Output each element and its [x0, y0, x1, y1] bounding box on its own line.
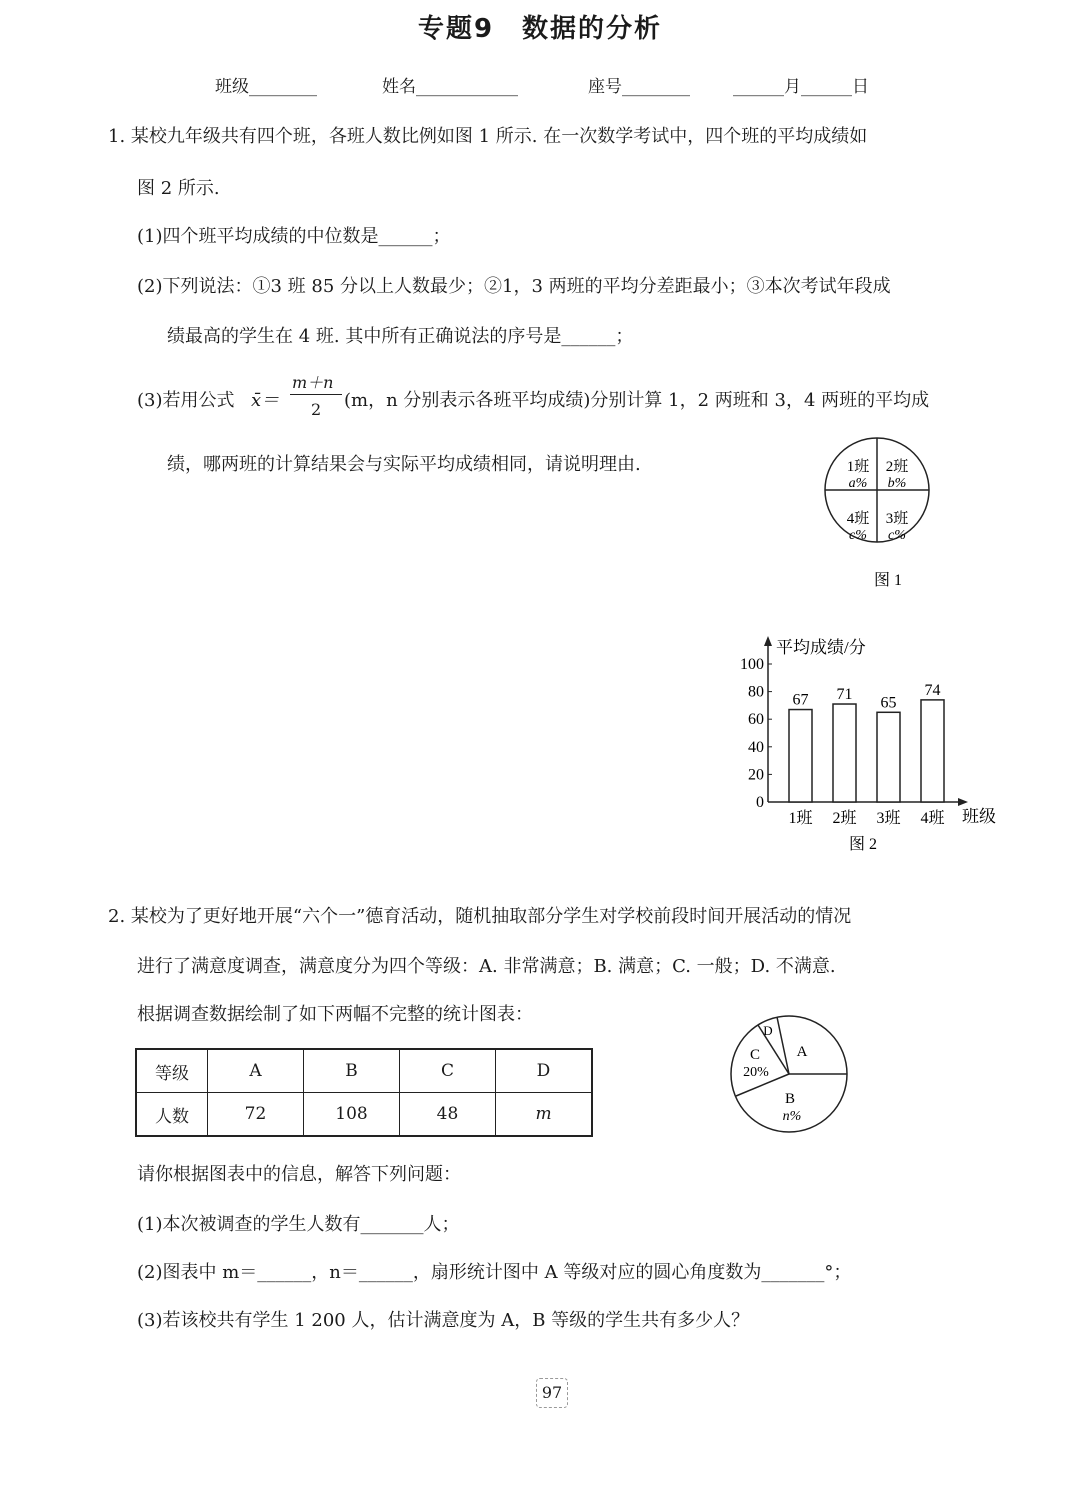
- y-axis-label: 平均成绩/分: [776, 638, 866, 657]
- figure1-caption: 图 1: [873, 572, 903, 589]
- x-tick-label: 1班: [788, 810, 813, 827]
- pie-value-class3: c%: [888, 528, 906, 543]
- bar-value-label: 67: [792, 691, 809, 709]
- pie-label-class3: 3班: [885, 511, 909, 527]
- bar-value-label: 71: [836, 686, 853, 704]
- q1-part3b: 绩，哪两班的计算结果会与实际平均成绩相同，请说明理由.: [167, 454, 641, 475]
- page-number: 97: [536, 1378, 568, 1408]
- q2-part3: (3)若该校共有学生 1 200 人，估计满意度为 A，B 等级的学生共有多少人？: [137, 1310, 750, 1331]
- bar: [921, 700, 944, 802]
- class-field: 班级________: [215, 77, 317, 97]
- pie2-label-c: C: [749, 1047, 761, 1063]
- pie-label-class4: 4班: [846, 511, 870, 527]
- x-axis-arrow: [958, 798, 968, 806]
- y-tick-label: 80: [748, 683, 764, 701]
- q1-part3-suffix: (m，n 分别表示各班平均成绩)分别计算 1，2 两班和 3，4 两班的平均成: [344, 390, 930, 411]
- bar: [833, 704, 856, 802]
- table-row: [136, 1093, 592, 1137]
- table-cell: m: [496, 1093, 593, 1137]
- table-cell: A: [208, 1049, 304, 1093]
- fraction-bar: [290, 394, 342, 395]
- q2-line3: 根据调查数据绘制了如下两幅不完整的统计图表：: [137, 1004, 533, 1025]
- pie-value-class4: c%: [849, 528, 867, 543]
- page-title: 专题9 数据的分析: [417, 14, 663, 44]
- table-cell: D: [496, 1049, 593, 1093]
- table-cell: C: [400, 1049, 496, 1093]
- y-tick-label: 40: [748, 738, 764, 756]
- q1-line1: 1. 某校九年级共有四个班，各班人数比例如图 1 所示. 在一次数学考试中，四个班的平均成绩如: [108, 126, 868, 147]
- formula-lhs: x̄＝: [251, 390, 280, 411]
- q2-part1: (1)本次被调查的学生人数有_______人；: [137, 1214, 460, 1235]
- date-field: ______月______日: [733, 77, 869, 97]
- seat-field: 座号________: [588, 77, 690, 97]
- pie2-label-d: D: [763, 1023, 773, 1038]
- figure1-pie: [820, 435, 950, 595]
- pie2-label-a: A: [796, 1044, 808, 1060]
- pie-label-class1: 1班: [846, 459, 870, 475]
- y-tick-label: 60: [748, 711, 764, 729]
- pie-value-class1: a%: [848, 476, 868, 491]
- table-cell: 48: [400, 1093, 496, 1137]
- bar: [877, 712, 900, 802]
- formula-numerator: m＋n: [292, 373, 334, 392]
- figure2-bar-chart: [730, 630, 1030, 860]
- pie2-label-b: B: [784, 1091, 796, 1107]
- figure2-caption: 图 2: [848, 836, 878, 853]
- q1-part1: (1)四个班平均成绩的中位数是______；: [137, 226, 451, 247]
- formula-denominator: 2: [311, 400, 322, 419]
- q2-pie-chart: [725, 1010, 855, 1140]
- q2-ask: 请你根据图表中的信息，解答下列问题：: [137, 1164, 461, 1185]
- table-cell: 人数: [136, 1093, 208, 1137]
- q1-line2: 图 2 所示.: [137, 178, 220, 199]
- y-tick-label: 20: [748, 766, 764, 784]
- y-axis-arrow: [764, 636, 772, 646]
- bar: [789, 710, 812, 802]
- table-cell: 72: [208, 1093, 304, 1137]
- q2-line1: 2. 某校为了更好地开展“六个一”德育活动，随机抽取部分学生对学校前段时间开展活动的情况: [108, 906, 852, 927]
- pie2-value-c: 20%: [743, 1065, 769, 1080]
- name-field: 姓名____________: [382, 77, 518, 97]
- pie2-value-b: n%: [782, 1109, 802, 1124]
- table-cell: 108: [304, 1093, 400, 1137]
- grade-table: [135, 1048, 593, 1137]
- y-tick-label: 100: [740, 656, 764, 673]
- x-tick-label: 2班: [832, 810, 857, 827]
- bar-value-label: 74: [924, 681, 941, 699]
- pie-label-class2: 2班: [885, 459, 909, 475]
- table-row: [136, 1049, 592, 1093]
- pie-value-class2: b%: [887, 476, 907, 491]
- table-cell: B: [304, 1049, 400, 1093]
- q1-part3-prefix: (3)若用公式: [137, 390, 235, 411]
- x-axis-label: 班级: [962, 807, 996, 826]
- x-tick-label: 3班: [876, 810, 901, 827]
- q2-line2: 进行了满意度调查，满意度分为四个等级：A. 非常满意；B. 满意；C. 一般；D. 不满意.: [137, 956, 836, 977]
- table-cell: 等级: [136, 1049, 208, 1093]
- q1-part2b: 绩最高的学生在 4 班. 其中所有正确说法的序号是______；: [167, 326, 634, 347]
- q1-part2a: (2)下列说法：①3 班 85 分以上人数最少；②1，3 两班的平均分差距最小；③本次考试年段成: [137, 276, 891, 297]
- q2-part2: (2)图表中 m＝______，n＝______，扇形统计图中 A 等级对应的圆心角度数为_______°；: [137, 1262, 852, 1283]
- y-tick-label: 0: [756, 794, 764, 811]
- x-tick-label: 4班: [920, 810, 945, 827]
- bar-value-label: 65: [880, 694, 897, 712]
